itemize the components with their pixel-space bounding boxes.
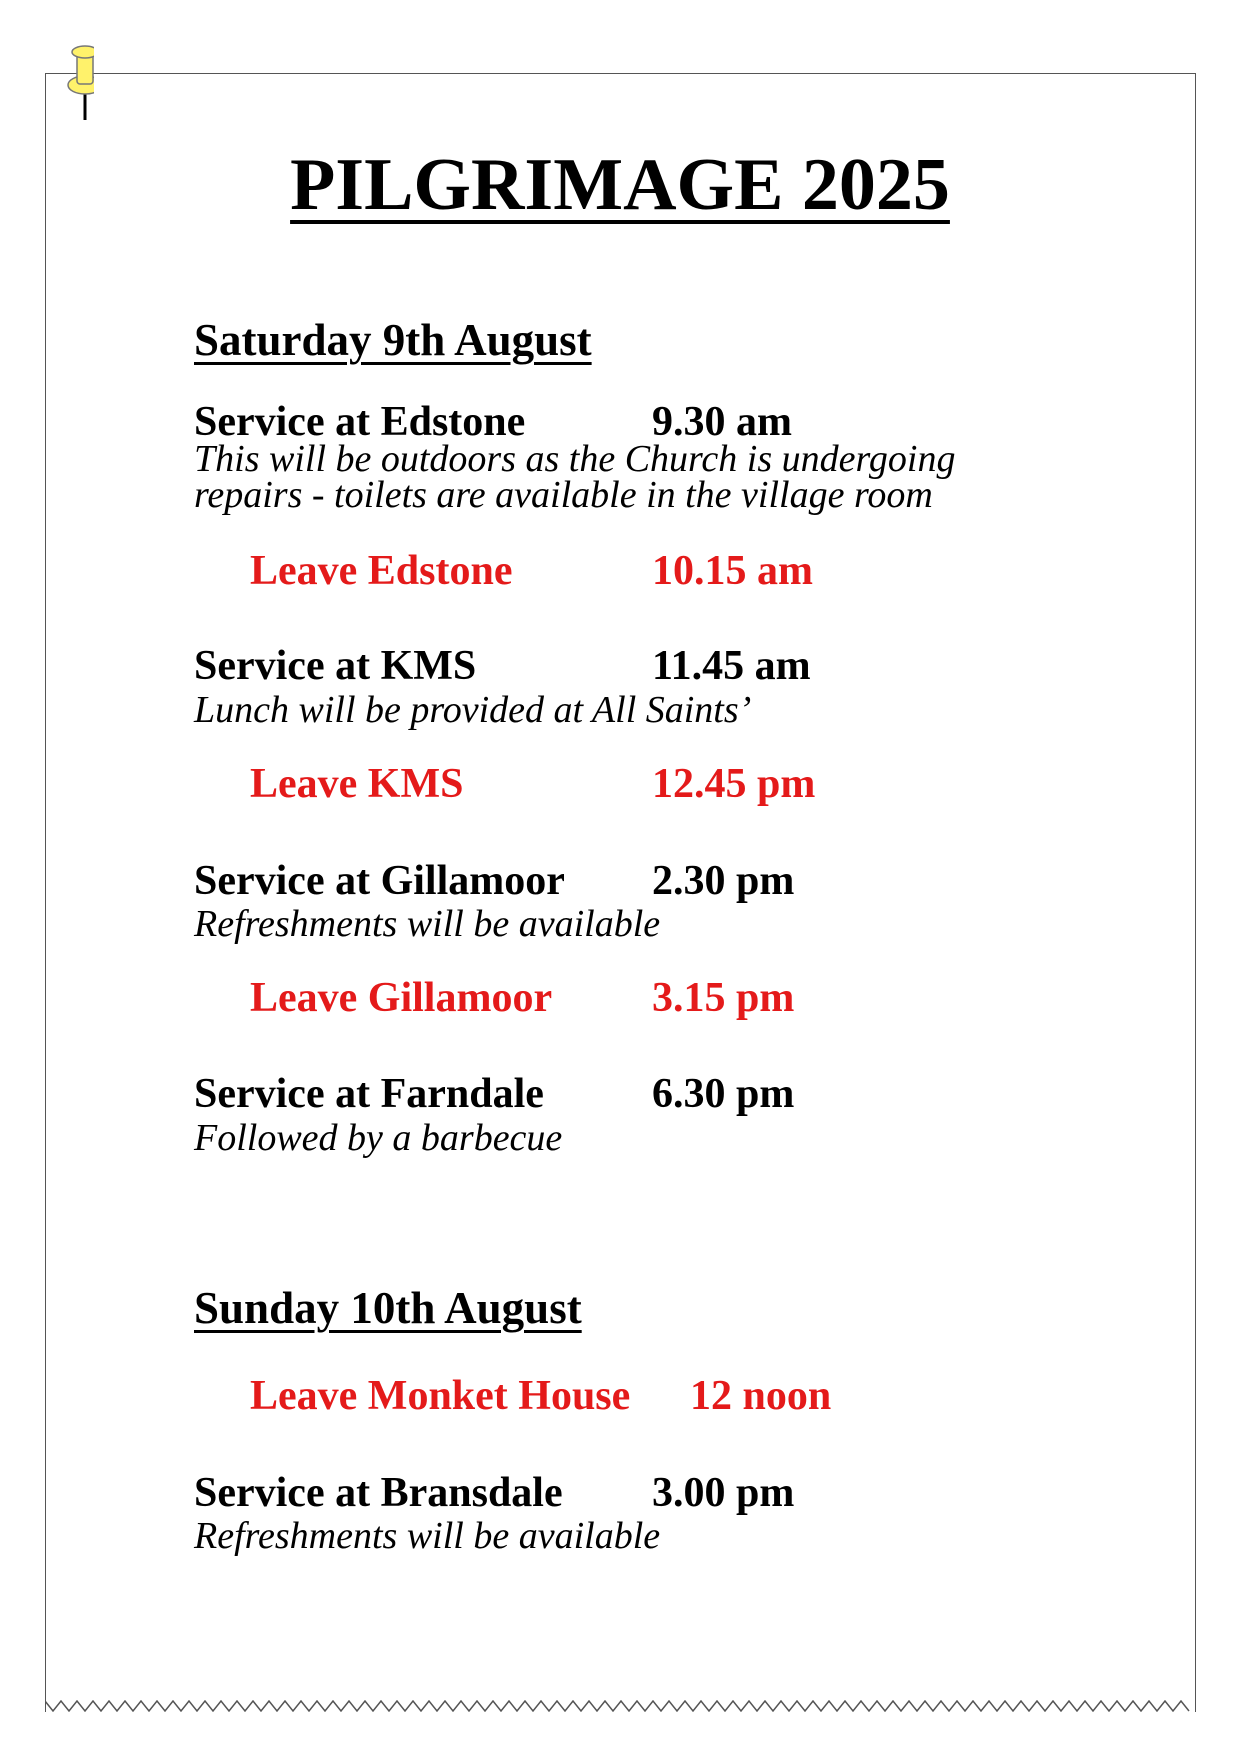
leave-time: 10.15 am xyxy=(652,548,813,594)
leave-time: 12 noon xyxy=(690,1373,832,1419)
service-place: Service at Bransdale xyxy=(194,1470,563,1516)
sunday-heading: Sunday 10th August xyxy=(194,1283,582,1333)
service-time: 9.30 am xyxy=(652,399,792,445)
leave-time: 3.15 pm xyxy=(652,975,795,1021)
bransdale-note: Refreshments will be available xyxy=(194,1515,661,1557)
service-time: 11.45 am xyxy=(652,643,811,689)
service-place: Service at Farndale xyxy=(194,1071,544,1117)
edstone-note-line2: repairs - toilets are available in the village room xyxy=(194,474,933,516)
leave-place: Leave KMS xyxy=(250,761,464,807)
torn-edge xyxy=(45,1700,1196,1712)
service-time: 6.30 pm xyxy=(652,1071,795,1117)
gillamoor-note: Refreshments will be available xyxy=(194,903,661,945)
leave-place: Leave Gillamoor xyxy=(250,975,553,1021)
leave-time: 12.45 pm xyxy=(652,761,816,807)
edstone-note-line1: This will be outdoors as the Church is undergoing xyxy=(194,438,956,480)
leave-place: Leave Edstone xyxy=(250,548,513,594)
service-place: Service at KMS xyxy=(194,643,477,689)
pushpin-icon xyxy=(58,42,94,122)
farndale-note: Followed by a barbecue xyxy=(194,1117,563,1159)
saturday-heading: Saturday 9th August xyxy=(194,315,592,365)
page-title: PILGRIMAGE 2025 xyxy=(290,144,950,226)
service-time: 2.30 pm xyxy=(652,858,795,904)
service-place: Service at Gillamoor xyxy=(194,858,565,904)
leave-place: Leave Monket House xyxy=(250,1373,631,1419)
kms-note: Lunch will be provided at All Saints’ xyxy=(194,689,752,731)
service-time: 3.00 pm xyxy=(652,1470,795,1516)
service-place: Service at Edstone xyxy=(194,399,526,445)
